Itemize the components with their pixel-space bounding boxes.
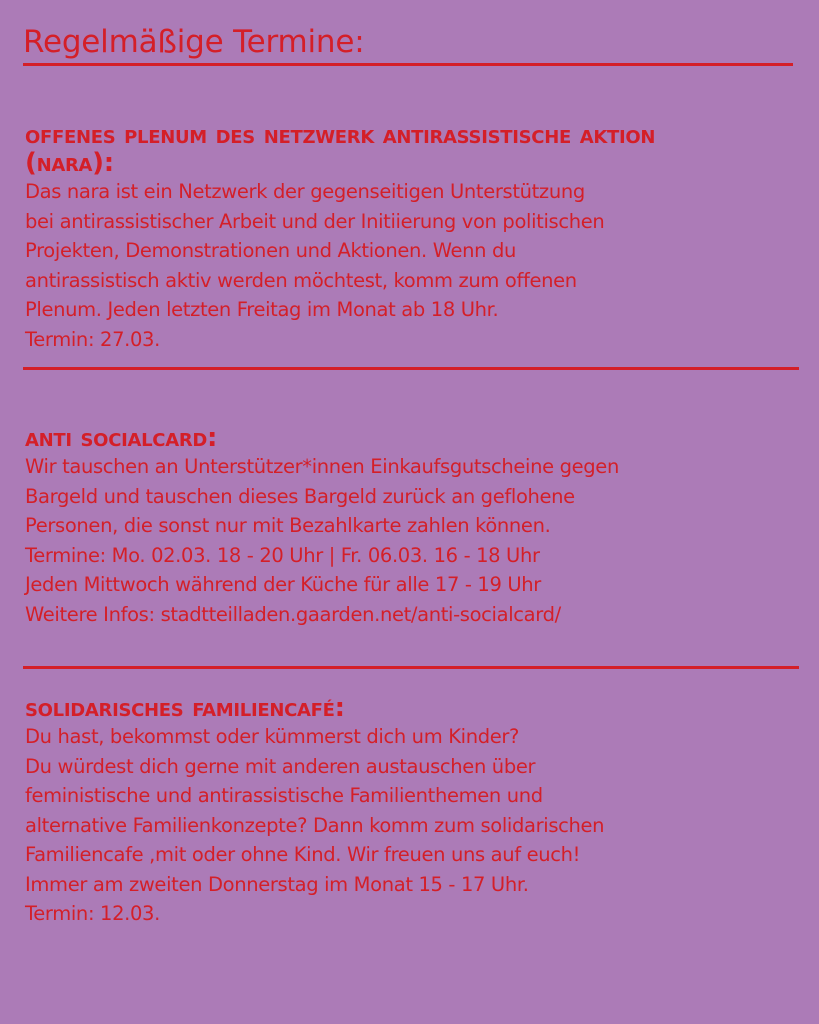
heading-line: (nara):	[25, 148, 114, 178]
text-line: Plenum. Jeden letzten Freitag im Monat ab 18 Uhr.	[25, 298, 499, 321]
section-body	[25, 722, 799, 929]
section-nara	[25, 121, 799, 354]
text-line: Das nara ist ein Netzwerk der gegenseitigen Unterstützung	[25, 180, 585, 203]
section-body	[25, 177, 799, 354]
section-heading	[25, 424, 799, 452]
text-line: Familiencafe ,mit oder ohne Kind. Wir freuen uns auf euch!	[25, 843, 581, 866]
text-line: alternative Familienkonzepte? Dann komm zum solidarischen	[25, 813, 605, 837]
text-line: Weitere Infos: stadtteilladen.gaarden.net/anti-socialcard/	[25, 602, 561, 626]
heading-line: solidarisches familiencafé:	[25, 693, 345, 723]
section-anti-socialcard	[25, 424, 799, 629]
section-heading	[25, 694, 799, 722]
heading-line: anti socialcard:	[25, 423, 218, 453]
text-line: Du würdest dich gerne mit anderen austauschen über	[25, 754, 536, 778]
text-line: Jeden Mittwoch während der Küche für alle 17 - 19 Uhr	[25, 573, 541, 596]
text-line: bei antirassistischer Arbeit und der Initiierung von politischen	[25, 209, 605, 233]
text-line: Bargeld und tauschen dieses Bargeld zurück an geflohene	[25, 484, 575, 508]
text-line: Termine: Mo. 02.03. 18 - 20 Uhr | Fr. 06.03. 16 - 18 Uhr	[25, 543, 540, 567]
text-line: Du hast, bekommst oder kümmerst dich um Kinder?	[25, 725, 520, 748]
section-heading	[25, 121, 799, 177]
text-line: Projekten, Demonstrationen und Aktionen. Wenn du	[25, 239, 517, 262]
title-underline	[23, 63, 793, 66]
text-line: Termin: 27.03.	[25, 327, 160, 351]
section-body	[25, 452, 799, 629]
text-line: Termin: 12.03.	[25, 902, 160, 925]
section-divider	[23, 666, 799, 669]
page-title: Regelmäßige Termine:	[23, 24, 365, 60]
section-divider	[23, 367, 799, 370]
text-line: feministische und antirassistische Familienthemen und	[25, 784, 543, 807]
section-familiencafe	[25, 694, 799, 929]
text-line: Personen, die sonst nur mit Bezahlkarte zahlen können.	[25, 514, 551, 537]
text-line: Immer am zweiten Donnerstag im Monat 15 - 17 Uhr.	[25, 872, 529, 896]
heading-line: offenes plenum des netzwerk antirassistische aktion	[25, 120, 656, 150]
text-line: antirassistisch aktiv werden möchtest, komm zum offenen	[25, 268, 577, 292]
text-line: Wir tauschen an Unterstützer*innen Einkaufsgutscheine gegen	[25, 455, 619, 478]
